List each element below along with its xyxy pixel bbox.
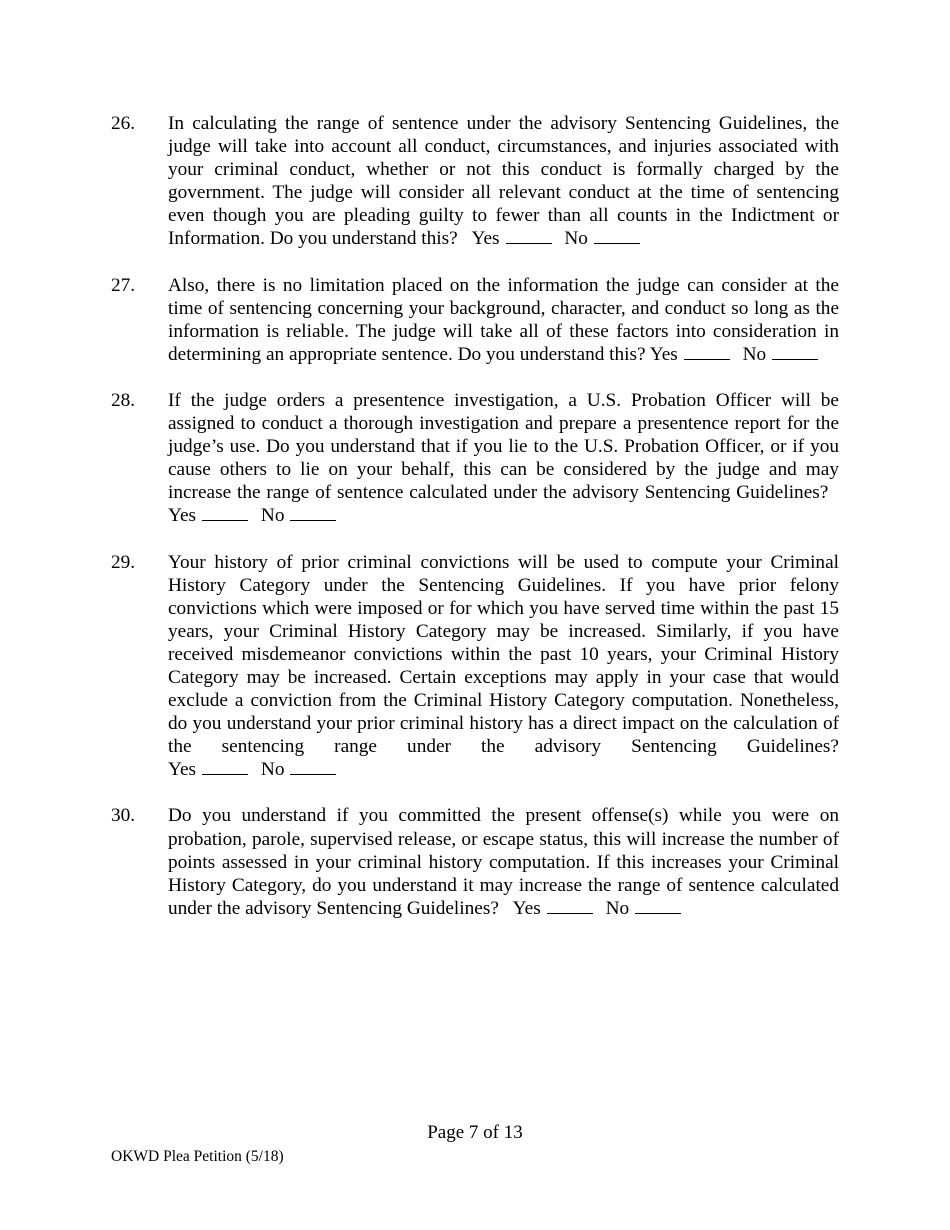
yes-label: Yes: [512, 897, 541, 919]
no-answer-blank[interactable]: [635, 897, 681, 914]
no-answer-blank[interactable]: [290, 758, 336, 775]
question-number: 27.: [111, 274, 136, 296]
no-answer-blank[interactable]: [772, 343, 818, 360]
yes-label: Yes: [168, 505, 197, 527]
yes-label: Yes: [649, 343, 678, 365]
yes-answer-blank[interactable]: [506, 227, 552, 244]
question-text: Your history of prior criminal convictions will be used to compute your Criminal History Category under the Sentencing Guidelines. If you have prior felony convictions which were imposed or for which you have served time within the past 15 years, your Criminal History Category may be increased. Similarly, if you have received misdemeanor convictions within the past 10 years, your Criminal History Category may be increased. Certain exceptions may apply in your case that would exclude a conviction from the Criminal History Category computation. Nonetheless, do you understand your prior criminal history has a direct impact on the calculation of the sentencing range under the advisory Sentencing Guidelines?: [168, 551, 839, 758]
question-text: In calculating the range of sentence under the advisory Sentencing Guidelines, the judge will take into account all conduct, circumstances, and injuries associated with your criminal conduct, whether or not this conduct is formally charged by the government. The judge will consider all relevant conduct at the time of sentencing even though you are pleading guilty to fewer than all counts in the Indictment or Information. Do you understand this?: [168, 113, 839, 250]
question-text: If the judge orders a presentence investigation, a U.S. Probation Officer will be assigned to conduct a thorough investigation and prepare a presentence report for the judge’s use. Do you understand that if you lie to the U.S. Probation Officer, or if you cause others to lie on your behalf, this can be considered by the judge and may increase the range of sentence calculated under the advisory Sentencing Guidelines?: [168, 389, 839, 504]
question-item: [111, 551, 839, 782]
question-body: [168, 551, 839, 782]
no-label: No: [605, 897, 630, 919]
answer-line: [513, 898, 689, 919]
question-number: 30.: [111, 805, 136, 827]
question-item: [111, 389, 839, 528]
question-number: 26.: [111, 113, 136, 134]
question-text: Do you understand if you committed the present offense(s) while you were on probation, parole, supervised release, or escape status, this will increase the number of points assessed in your criminal history computation. If this increases your Criminal History Category, do you understand it may increase the range of sentence calculated under the advisory Sentencing Guidelines?: [168, 805, 839, 919]
no-label: No: [260, 505, 285, 527]
yes-answer-blank[interactable]: [202, 504, 248, 521]
question-item: [111, 112, 839, 251]
question-number: 28.: [111, 389, 136, 411]
no-label: No: [564, 228, 588, 250]
yes-label: Yes: [471, 228, 500, 250]
yes-answer-blank[interactable]: [202, 758, 248, 775]
yes-answer-blank[interactable]: [684, 343, 730, 360]
no-answer-blank[interactable]: [290, 504, 336, 521]
question-number: 29.: [111, 551, 136, 573]
no-label: No: [260, 759, 285, 781]
answer-line: [168, 505, 344, 526]
question-list: [111, 112, 839, 943]
page-number: Page 7 of 13: [427, 1122, 523, 1143]
question-body: [168, 389, 839, 528]
answer-line: [650, 344, 826, 365]
question-item: [111, 804, 839, 919]
answer-line: [168, 759, 344, 780]
yes-answer-blank[interactable]: [547, 897, 593, 914]
form-identifier: OKWD Plea Petition (5/18): [111, 1148, 284, 1165]
question-item: [111, 274, 839, 366]
question-body: [168, 112, 839, 251]
question-body: [168, 804, 839, 919]
no-answer-blank[interactable]: [594, 227, 640, 244]
answer-line: [471, 228, 647, 249]
no-label: No: [742, 343, 767, 365]
question-text: Also, there is no limitation placed on the information the judge can consider at the time of sentencing concerning your background, character, and conduct so long as the information is reliable. The judge will take all of these factors into consideration in determining an appropriate sentence. Do you understand this?: [168, 274, 839, 365]
yes-label: Yes: [168, 759, 197, 781]
question-body: [168, 274, 839, 366]
